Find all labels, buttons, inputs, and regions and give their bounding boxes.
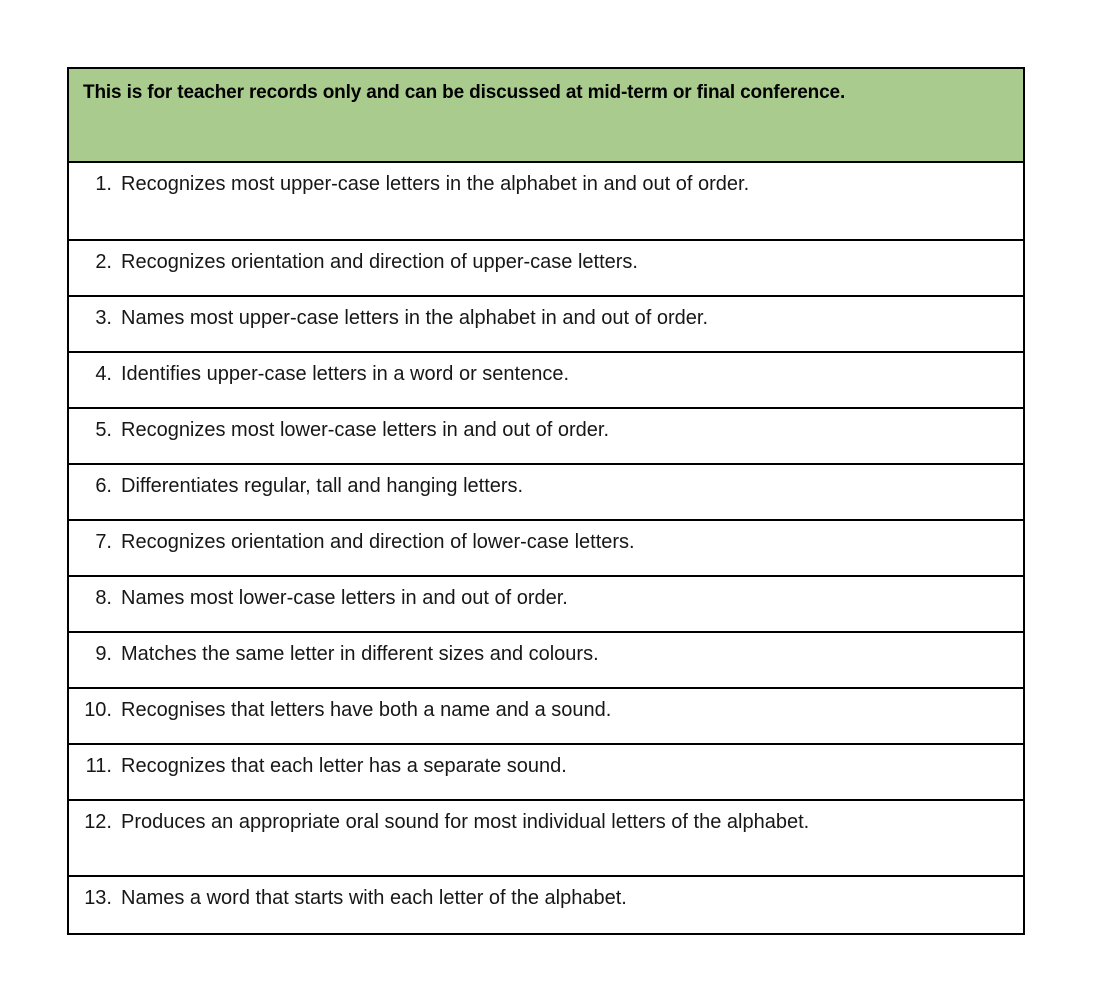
table-row[interactable] bbox=[68, 520, 1024, 576]
table-row[interactable] bbox=[68, 576, 1024, 632]
checklist-item-12 bbox=[79, 809, 1013, 836]
checklist-item-cell-5[interactable] bbox=[68, 408, 1024, 464]
checklist-item-10 bbox=[79, 697, 1013, 724]
item-label: Identifies upper-case letters in a word or sentence. bbox=[121, 363, 570, 385]
table-row[interactable] bbox=[68, 800, 1024, 876]
header-notice-text: This is for teacher records only and can be discussed at mid-term or final conference. bbox=[83, 82, 846, 103]
checklist-item-8 bbox=[79, 585, 1013, 612]
table-row[interactable] bbox=[68, 408, 1024, 464]
item-label: Produces an appropriate oral sound for most individual letters of the alphabet. bbox=[121, 811, 810, 833]
item-label: Names a word that starts with each letter of the alphabet. bbox=[121, 887, 627, 909]
checklist-item-11 bbox=[79, 753, 1013, 780]
checklist-item-cell-7[interactable] bbox=[68, 520, 1024, 576]
checklist-item-cell-10[interactable] bbox=[68, 688, 1024, 744]
checklist-item-cell-2[interactable] bbox=[68, 240, 1024, 296]
item-number: 3. bbox=[95, 307, 112, 329]
checklist-item-cell-8[interactable] bbox=[68, 576, 1024, 632]
checklist-item-4 bbox=[79, 361, 1013, 388]
checklist-item-cell-11[interactable] bbox=[68, 744, 1024, 800]
item-number: 11. bbox=[85, 755, 112, 777]
item-number: 10. bbox=[84, 699, 112, 721]
table-row[interactable] bbox=[68, 464, 1024, 520]
checklist-table-body bbox=[68, 68, 1024, 934]
checklist-item-6 bbox=[79, 473, 1013, 500]
item-number: 8. bbox=[95, 587, 112, 609]
checklist-item-cell-6[interactable] bbox=[68, 464, 1024, 520]
item-number: 12. bbox=[84, 811, 112, 833]
item-number: 2. bbox=[95, 251, 112, 273]
item-label: Differentiates regular, tall and hanging letters. bbox=[121, 475, 524, 497]
table-row[interactable] bbox=[68, 296, 1024, 352]
item-label: Recognizes orientation and direction of lower-case letters. bbox=[121, 531, 635, 553]
item-number: 5. bbox=[95, 419, 112, 441]
item-label: Recognizes orientation and direction of upper-case letters. bbox=[121, 251, 638, 273]
checklist-item-cell-3[interactable] bbox=[68, 296, 1024, 352]
item-label: Names most lower-case letters in and out of order. bbox=[121, 587, 568, 609]
checklist-item-cell-4[interactable] bbox=[68, 352, 1024, 408]
item-number: 1. bbox=[95, 173, 112, 195]
item-number: 6. bbox=[95, 475, 112, 497]
item-label: Recognizes most upper-case letters in the alphabet in and out of order. bbox=[121, 173, 750, 195]
item-label: Recognizes that each letter has a separate sound. bbox=[121, 755, 567, 777]
table-row[interactable] bbox=[68, 240, 1024, 296]
checklist-item-3 bbox=[79, 305, 1013, 332]
item-label: Matches the same letter in different sizes and colours. bbox=[121, 643, 599, 665]
table-row[interactable] bbox=[68, 876, 1024, 934]
checklist-item-2 bbox=[79, 249, 1013, 276]
table-row[interactable] bbox=[68, 162, 1024, 240]
item-label: Recognizes most lower-case letters in and out of order. bbox=[121, 419, 610, 441]
checklist-item-1 bbox=[79, 171, 1013, 198]
checklist-item-cell-9[interactable] bbox=[68, 632, 1024, 688]
table-row[interactable] bbox=[68, 744, 1024, 800]
checklist-item-7 bbox=[79, 529, 1013, 556]
item-label: Names most upper-case letters in the alphabet in and out of order. bbox=[121, 307, 709, 329]
checklist-item-5 bbox=[79, 417, 1013, 444]
table-row[interactable] bbox=[68, 688, 1024, 744]
checklist-item-cell-12[interactable] bbox=[68, 800, 1024, 876]
checklist-item-9 bbox=[79, 641, 1013, 668]
header-notice-cell bbox=[68, 68, 1024, 162]
checklist-header-row bbox=[68, 68, 1024, 162]
table-row[interactable] bbox=[68, 632, 1024, 688]
item-number: 7. bbox=[95, 531, 112, 553]
item-number: 9. bbox=[95, 643, 112, 665]
teacher-records-checklist-table bbox=[67, 67, 1025, 935]
checklist-item-cell-1[interactable] bbox=[68, 162, 1024, 240]
checklist-item-cell-13[interactable] bbox=[68, 876, 1024, 934]
checklist-item-13 bbox=[79, 885, 1013, 912]
item-label: Recognises that letters have both a name and a sound. bbox=[121, 699, 612, 721]
table-row[interactable] bbox=[68, 352, 1024, 408]
item-number: 4. bbox=[95, 363, 112, 385]
item-number: 13. bbox=[84, 887, 112, 909]
